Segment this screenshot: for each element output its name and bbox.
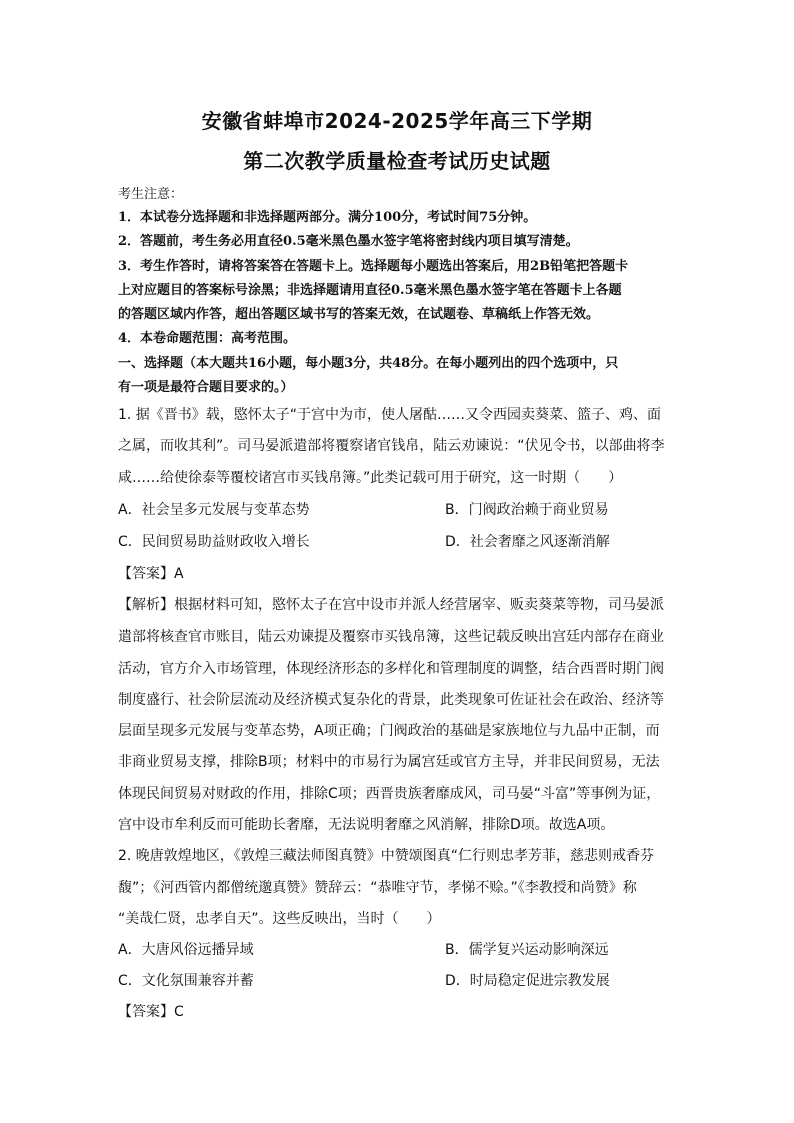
q1-stem-line1: 1. 据《晋书》载，愍怀太子“于宫中为市，使人屠酤……又令西园卖葵菜、篮子、鸡、面 [118, 407, 662, 423]
q2-option-c: C．文化氛围兼容并蓄 [118, 973, 254, 989]
q1-stem-line2: 之属，而收其利”。司马晏派遣部将覆察诸官钱帛，陆云劝谏说：“伏见令书，以部曲将李 [118, 438, 665, 454]
q1-option-c: C．民间贸易助益财政收入增长 [118, 534, 310, 550]
notice-item-3: 3．考生作答时，请将答案答在答题卡上。选择题每小题选出答案后，用2B铅笔把答题卡 [118, 259, 629, 274]
q1-answer: 【答案】A [118, 566, 184, 582]
q1-analysis-line6: 非商业贸易支撑，排除B项；材料中的市易行为属宫廷或官方主导，并非民间贸易，无法 [118, 754, 660, 770]
notice-item-1: 1．本试卷分选择题和非选择题两部分。满分100分，考试时间75分钟。 [118, 210, 537, 225]
section-heading: 一、选择题（本大题共16小题，每小题3分，共48分。在每小题列出的四个选项中，只 [118, 356, 619, 371]
section-heading-cont: 有一项是最符合题目要求的。） [118, 380, 294, 395]
notice-item-3-cont: 上对应题目的答案标号涂黑；非选择题请用直径0.5毫米黑色墨水签字笔在答题卡上各题 [118, 283, 622, 298]
q1-stem-line3: 咸……给使徐泰等覆校诸宫市买钱帛簿。”此类记载可用于研究，这一时期（ ） [118, 470, 623, 486]
q2-option-a: A．大唐风俗远播异域 [118, 942, 254, 958]
q1-option-a: A．社会呈多元发展与变革态势 [118, 502, 310, 518]
q1-option-b: B．门阀政治赖于商业贸易 [445, 502, 609, 518]
notice-heading: 考生注意： [118, 187, 184, 202]
q1-analysis-line3: 活动，官方介入市场管理，体现经济形态的多样化和管理制度的调整，结合西晋时期门阀 [118, 661, 664, 677]
page-title-line1: 安徽省蚌埠市2024-2025学年高三下学期 [201, 109, 593, 133]
q2-answer: 【答案】C [118, 1004, 184, 1020]
q1-analysis-line1: 【解析】根据材料可知，愍怀太子在宫中设市并派人经营屠宰、贩卖葵菜等物，司马晏派 [118, 597, 664, 613]
q1-analysis-line2: 遣部将核查官市账目，陆云劝谏提及覆察市买钱帛簿，这些记载反映出宫廷内部存在商业 [118, 629, 664, 645]
q1-analysis-line5: 层面呈现多元发展与变革态势，A项正确；门阀政治的基础是家族地位与九品中正制，而 [118, 723, 660, 739]
q1-analysis-line7: 体现民间贸易对财政的作用，排除C项；西晋贵族奢靡成风，司马晏“斗富”等事例为证， [118, 786, 661, 802]
notice-item-3-cont2: 的答题区域内作答，超出答题区域书写的答案无效，在试题卷、草稿纸上作答无效。 [118, 307, 600, 322]
q2-option-d: D．时局稳定促进宗教发展 [445, 973, 610, 989]
q2-stem-line1: 2. 晚唐敦煌地区，《敦煌三藏法师图真赞》中赞颂图真“仁行则忠孝芳菲，慈悲则戒香芬 [118, 848, 655, 864]
notice-item-2: 2．答题前，考生务必用直径0.5毫米黑色墨水签字笔将密封线内项目填写清楚。 [118, 234, 579, 249]
q1-analysis-line4: 制度盛行、社会阶层流动及经济模式复杂化的背景，此类现象可佐证社会在政治、经济等 [118, 692, 664, 708]
q2-stem-line3: “美哉仁贤，忠孝自天”。这些反映出，当时（ ） [118, 911, 441, 927]
notice-item-4: 4．本卷命题范围：高考范围。 [118, 331, 297, 346]
page-title-line2: 第二次教学质量检查考试历史试题 [243, 149, 551, 173]
q2-stem-line2: 馥”；《河西管内都僧统邈真赞》赞辞云：“恭唯守节，孝悌不赊。”《李教授和尚赞》称 [118, 880, 637, 896]
q1-analysis-line8: 宫中设市牟利反而可能助长奢靡，无法说明奢靡之风消解，排除D项。故选A项。 [118, 817, 615, 833]
q1-option-d: D．社会奢靡之风逐渐消解 [445, 534, 610, 550]
q2-option-b: B．儒学复兴运动影响深远 [445, 942, 609, 958]
